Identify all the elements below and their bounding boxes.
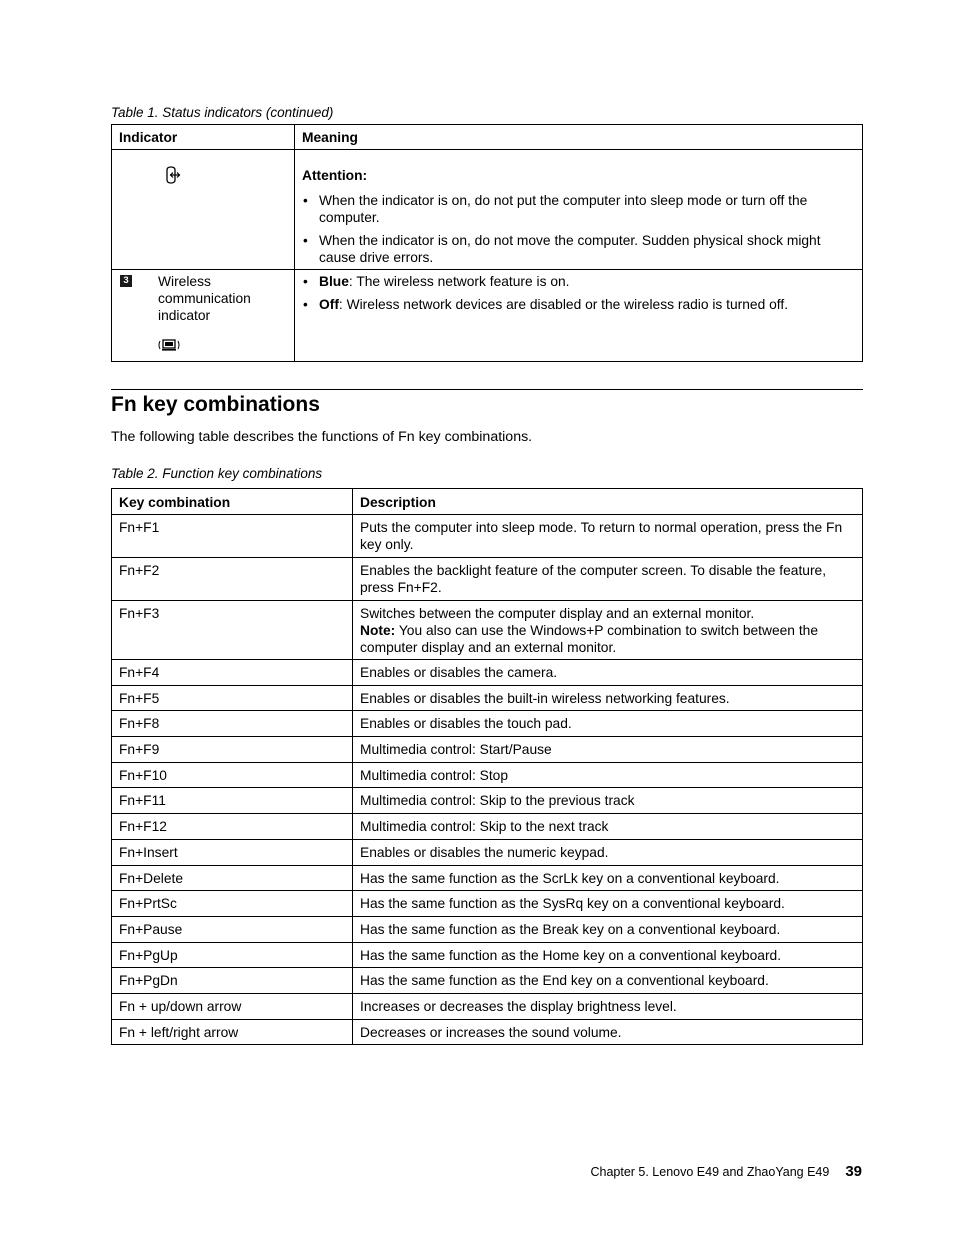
description-cell: Multimedia control: Start/Pause [353,737,863,763]
description-cell: Puts the computer into sleep mode. To return to normal operation, press the Fn key only. [353,515,863,558]
table1-caption: Table 1. Status indicators (continued) [111,105,334,120]
table-row [112,270,863,362]
list-item: • When the indicator is on, do not put the computer into sleep mode or turn off the computer. [302,192,855,226]
status-indicators-table [111,124,863,362]
off-term: Off [319,297,339,312]
key-cell: Fn+F11 [112,788,353,814]
key-cell: Fn+PrtSc [112,891,353,917]
page-footer [590,1163,862,1180]
key-cell: Fn+F10 [112,762,353,788]
section-intro: The following table describes the functions of Fn key combinations. [111,429,533,445]
section-divider [111,389,863,390]
table-header-row [112,489,863,515]
table-row [112,601,863,660]
table-row [112,711,863,737]
key-cell: Fn+F4 [112,660,353,686]
table-row [112,891,863,917]
table-row [112,968,863,994]
key-cell: Fn+Insert [112,839,353,865]
description-cell: Enables or disables the numeric keypad. [353,839,863,865]
table-row [112,660,863,686]
key-cell: Fn+Delete [112,865,353,891]
table-row [112,839,863,865]
off-text: : Wireless network devices are disabled or the wireless radio is turned off. [338,297,789,312]
key-cell: Fn+F5 [112,685,353,711]
list-item [302,273,855,290]
table-row [112,685,863,711]
key-cell: Fn+F8 [112,711,353,737]
table-row [112,762,863,788]
table-row [112,1019,863,1045]
description-cell: Multimedia control: Skip to the next track [353,814,863,840]
key-cell: Fn+PgUp [112,942,353,968]
table-row [112,993,863,1019]
indicator-cell [112,150,295,270]
blue-term: Blue [319,274,349,289]
indicator-cell [112,270,295,362]
header-description: Description [353,489,863,515]
table2-caption: Table 2. Function key combinations [111,466,323,481]
function-key-table [111,488,863,1045]
table-row [112,788,863,814]
description-cell: Has the same function as the Home key on a conventional keyboard. [353,942,863,968]
wireless-icon [157,338,181,352]
description-text: Switches between the computer display and an external monitor. [360,606,755,621]
table-row [112,515,863,558]
list-item: • When the indicator is on, do not move the computer. Sudden physical shock might cause drive errors. [302,232,855,266]
description-cell: Enables or disables the touch pad. [353,711,863,737]
disk-activity-icon [162,164,184,186]
key-cell: Fn+PgDn [112,968,353,994]
key-cell: Fn+F9 [112,737,353,763]
description-cell [353,601,863,660]
attention-label: Attention: [302,168,368,183]
section-title: Fn key combinations [111,393,320,416]
description-cell: Enables or disables the built-in wireless networking features. [353,685,863,711]
chapter-title: Chapter 5. Lenovo E49 and ZhaoYang E49 [590,1165,830,1179]
description-cell: Increases or decreases the display brightness level. [353,993,863,1019]
table-header-row [112,125,863,150]
page-number: 39 [845,1163,862,1180]
key-cell: Fn+F2 [112,558,353,601]
table-row [112,558,863,601]
description-cell: Has the same function as the ScrLk key on a conventional keyboard. [353,865,863,891]
description-cell: Decreases or increases the sound volume. [353,1019,863,1045]
note-text: You also can use the Windows+P combination to switch between the computer display and an external monitor. [360,623,818,655]
description-cell: Enables the backlight feature of the computer screen. To disable the feature, press Fn+F2. [353,558,863,601]
header-meaning: Meaning [295,125,863,150]
table-row [112,150,863,270]
table-row [112,814,863,840]
table-row [112,916,863,942]
key-cell: Fn + up/down arrow [112,993,353,1019]
description-cell: Multimedia control: Stop [353,762,863,788]
description-cell: Enables or disables the camera. [353,660,863,686]
key-cell: Fn + left/right arrow [112,1019,353,1045]
description-cell: Has the same function as the End key on a conventional keyboard. [353,968,863,994]
table-row [112,865,863,891]
meaning-cell [295,270,863,362]
indicator-label: Wireless communication indicator [158,274,251,323]
key-cell: Fn+Pause [112,916,353,942]
list-item [302,296,855,313]
description-cell: Multimedia control: Skip to the previous track [353,788,863,814]
table-row [112,737,863,763]
note-label: Note: [360,623,396,638]
key-cell: Fn+F1 [112,515,353,558]
key-cell: Fn+F12 [112,814,353,840]
header-indicator: Indicator [112,125,295,150]
key-cell: Fn+F3 [112,601,353,660]
description-cell: Has the same function as the Break key on a conventional keyboard. [353,916,863,942]
blue-text: : The wireless network feature is on. [348,274,570,289]
header-key-combination: Key combination [112,489,353,515]
table-row [112,942,863,968]
description-cell: Has the same function as the SysRq key on a conventional keyboard. [353,891,863,917]
meaning-cell [295,150,863,270]
callout-number: 3 [120,275,132,287]
